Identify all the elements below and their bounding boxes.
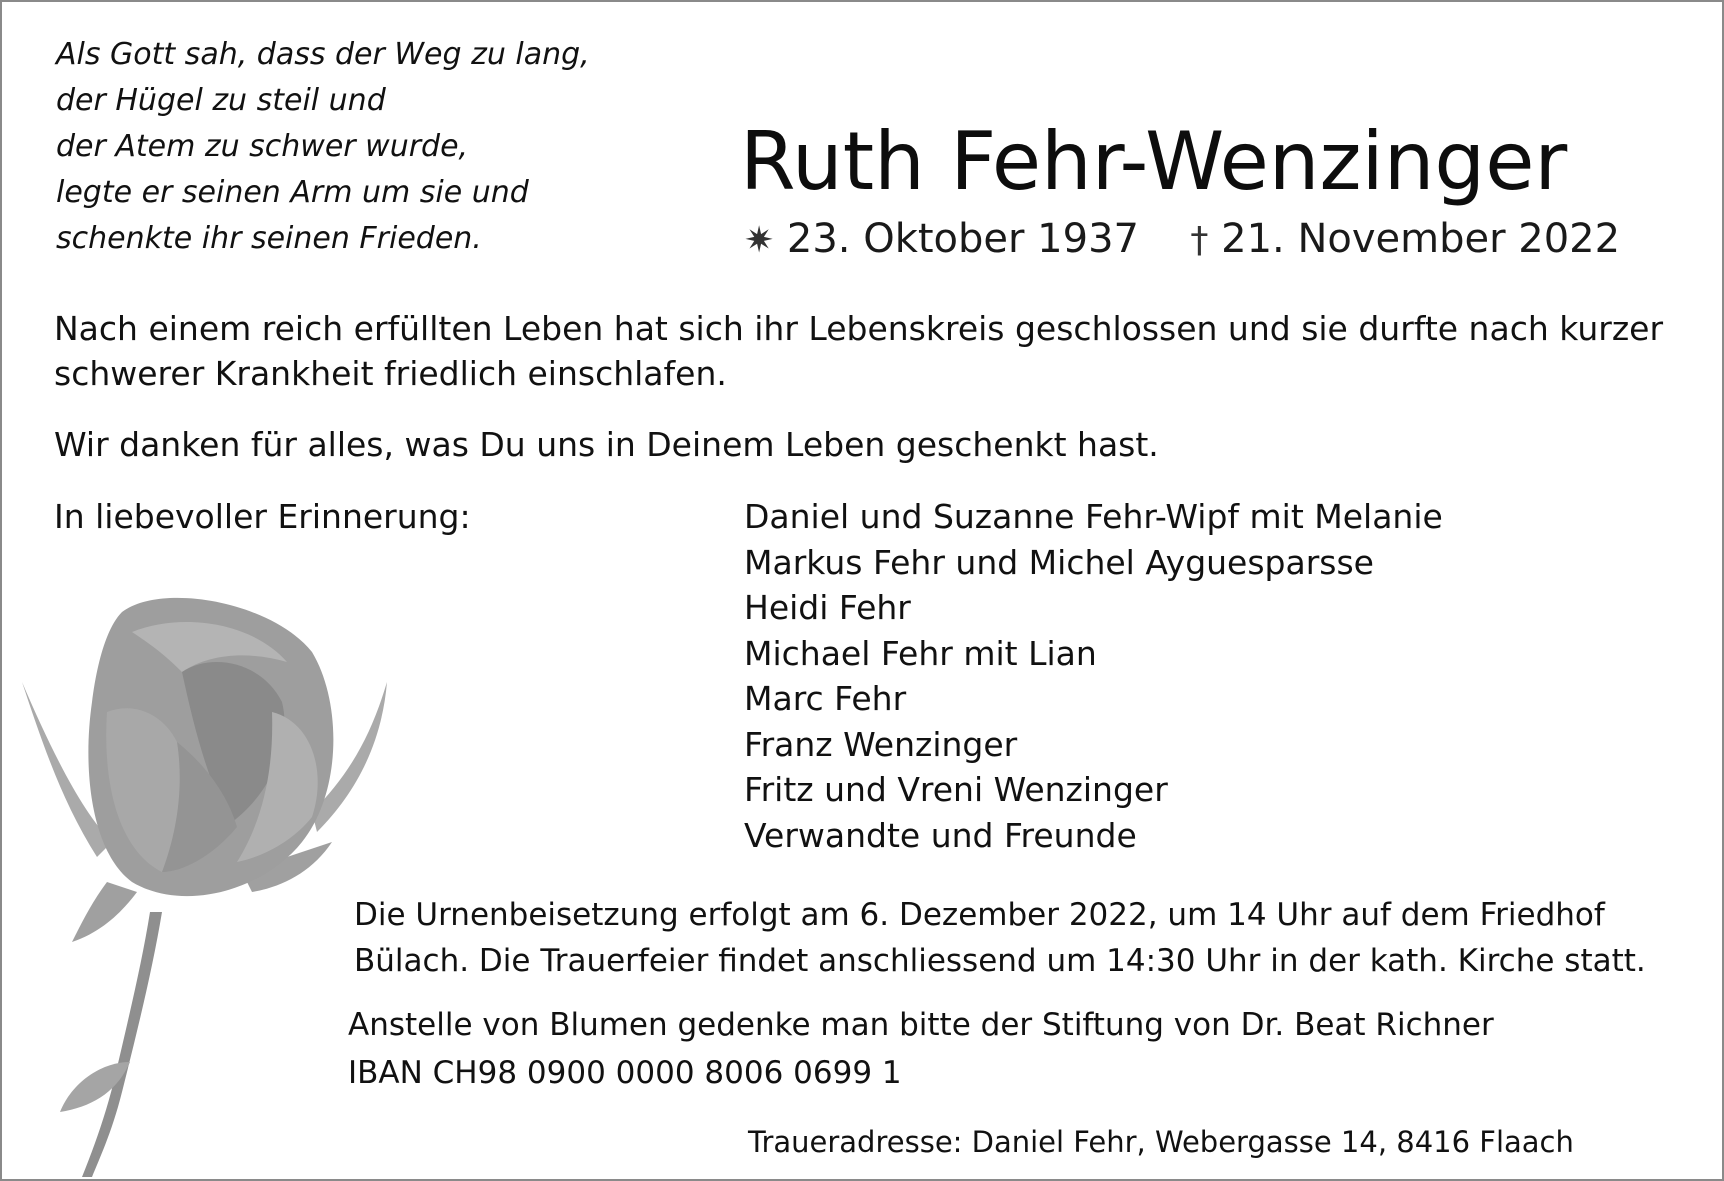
thanks-paragraph: Wir danken für alles, was Du uns in Deinem Leben geschenkt hast. <box>54 425 1159 464</box>
mourners-list <box>744 494 1443 858</box>
mourner: Fritz und Vreni Wenzinger <box>744 770 1168 809</box>
intro-line: schwerer Krankheit friedlich einschlafen. <box>54 354 727 393</box>
mourner: Marc Fehr <box>744 679 907 718</box>
mourner: Michael Fehr mit Lian <box>744 633 1097 673</box>
donation-info <box>348 1001 1494 1097</box>
mourner: Markus Fehr und Michel Ayguesparsse <box>744 542 1374 582</box>
mourner: Franz Wenzinger <box>744 724 1018 764</box>
deceased-name: Ruth Fehr-Wenzinger <box>740 115 1568 208</box>
poem-line: legte er seinen Arm um sie und <box>56 175 529 210</box>
poem-line: schenkte ihr seinen Frieden. <box>56 221 482 256</box>
mourner: Verwandte und Freunde <box>744 815 1137 855</box>
poem-line: Als Gott sah, dass der Weg zu lang, <box>56 37 590 72</box>
poem-line: der Atem zu schwer wurde, <box>56 129 469 164</box>
poem <box>56 32 590 262</box>
death-date: 21. November 2022 <box>1221 216 1621 262</box>
memory-label: In liebevoller Erinnerung: <box>54 497 471 536</box>
poem-line: der Hügel zu steil und <box>56 83 386 118</box>
birth-star-icon: ✷ <box>744 220 775 261</box>
iban: IBAN CH98 0900 0000 8006 0699 1 <box>348 1055 902 1091</box>
birth-date: 23. Oktober 1937 <box>786 216 1139 262</box>
death-cross-icon: † <box>1190 220 1209 261</box>
burial-info <box>354 892 1646 984</box>
intro-line: Nach einem reich erfüllten Leben hat sich ihr Lebenskreis geschlossen und sie durfte nach kurzer <box>54 309 1664 348</box>
donation-line: Anstelle von Blumen gedenke man bitte der Stiftung von Dr. Beat Richner <box>348 1007 1494 1043</box>
mourning-address: Traueradresse: Daniel Fehr, Webergasse 14, 8416 Flaach <box>748 1125 1574 1159</box>
burial-line: Bülach. Die Trauerfeier findet anschliessend um 14:30 Uhr in der kath. Kirche statt. <box>354 943 1646 979</box>
mourner: Daniel und Suzanne Fehr-Wipf mit Melanie <box>744 497 1443 536</box>
burial-line: Die Urnenbeisetzung erfolgt am 6. Dezember 2022, um 14 Uhr auf dem Friedhof <box>354 897 1605 933</box>
intro-paragraph <box>54 306 1663 396</box>
life-dates <box>744 214 1620 266</box>
mourner: Heidi Fehr <box>744 588 911 627</box>
